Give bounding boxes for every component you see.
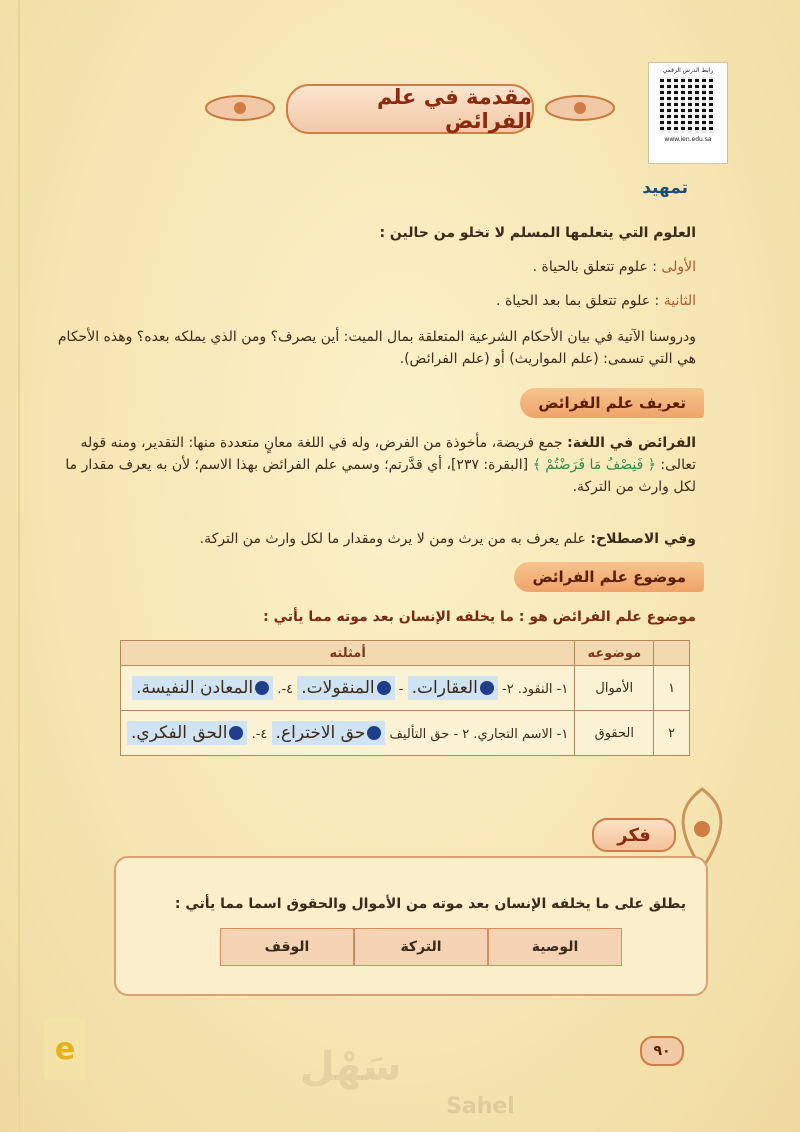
ornament-right-icon [540, 88, 620, 128]
intro-lead: العلوم التي يتعلمها المسلم لا تخلو من حالين : [379, 225, 696, 241]
def-heading: تعريف علم الفرائض [520, 388, 704, 418]
separator: ٤-. [277, 682, 294, 697]
highlighted-example[interactable]: المنقولات. [297, 676, 394, 700]
watermark-sub: Sahel [446, 1094, 515, 1119]
separator: - [398, 682, 404, 697]
qr-code-icon [660, 77, 716, 133]
table-header [654, 641, 690, 666]
second-label: الثانية [663, 293, 696, 309]
think-question: يطلق على ما يخلفه الإنسان بعد موته من الأموال والحقوق اسما مما يأتي : [174, 896, 686, 912]
audio-icon[interactable] [377, 681, 391, 695]
intro-heading: تمهيد [642, 178, 688, 198]
option-button[interactable]: الوقف [220, 928, 354, 966]
page-title: مقدمة في علم الفرائض [377, 85, 532, 133]
intro-paragraph: ودروسنا الآتية في بيان الأحكام الشرعية المتعلقة بمال الميت: أين يصرف؟ ومن الذي يملكه بعده؟ وهذه الأحكام هي التي تسمى: (علم المواريث) أو (علم الفرائض). [57, 329, 696, 367]
page-number: ٩٠ [640, 1036, 684, 1066]
intro-first [56, 256, 696, 278]
table-header: موضوعه [575, 641, 654, 666]
qr-url: www.ien.edu.sa [664, 136, 712, 143]
ayah-text: ﴿ فَنِصْفُ مَا فَرَضْتُمْ ﴾ [532, 457, 656, 473]
ornament-left-icon [200, 88, 280, 128]
highlighted-example[interactable]: المعادن النفيسة. [132, 676, 273, 700]
margin-line [18, 0, 20, 1132]
audio-icon[interactable] [480, 681, 494, 695]
table-header: أمثلته [121, 641, 575, 666]
highlighted-example[interactable]: العقارات. [408, 676, 498, 700]
highlighted-example[interactable]: الحق الفكري. [127, 721, 247, 745]
subject-table [120, 640, 690, 756]
publisher-logo-icon: e [44, 1018, 86, 1080]
qr-caption: رابط الدرس الرقمي [662, 67, 714, 74]
separator: ٤-. [251, 727, 268, 742]
row-examples [121, 666, 575, 711]
option-button[interactable]: التركة [354, 928, 488, 966]
def-lang [56, 432, 696, 498]
think-box [114, 856, 708, 996]
row-subject: الأموال [575, 666, 654, 711]
lang-text: جمع فريضة، مأخوذة من الفرض، وله في اللغة معانٍ متعددة منها: التقدير، ومنه قوله تعالى: [80, 435, 696, 473]
term-label: وفي الاصطلاح: [590, 531, 696, 547]
term-text: علم يعرف به من يرث ومن لا يرث ومقدار ما لكل وارث من التركة. [199, 531, 586, 547]
think-badge: فكر [592, 818, 676, 852]
title-banner [286, 84, 534, 134]
audio-icon[interactable] [229, 726, 243, 740]
row-examples [121, 711, 575, 756]
table-header-row [121, 641, 690, 666]
def-term [56, 528, 696, 550]
row-number: ٢ [654, 711, 690, 756]
first-label: الأولى [661, 259, 696, 275]
second-text: : علوم تتعلق بما بعد الحياة . [496, 293, 660, 309]
intro-second [56, 290, 696, 312]
subject-heading: موضوع علم الفرائض [514, 562, 704, 592]
option-button[interactable]: الوصية [488, 928, 622, 966]
lang-label: الفرائض في اللغة: [567, 435, 696, 451]
row-number: ١ [654, 666, 690, 711]
watermark: سَهْل [300, 1044, 402, 1090]
first-text: : علوم تتعلق بالحياة . [532, 259, 657, 275]
examples-plain: ١- الاسم التجاري. ٢ - حق التأليف [389, 727, 569, 742]
audio-icon[interactable] [367, 726, 381, 740]
table-row [121, 666, 690, 711]
qr-code-box[interactable] [648, 62, 728, 164]
subject-lead: موضوع علم الفرائض هو : ما يخلفه الإنسان بعد موته مما يأتي : [263, 609, 696, 625]
table-row [121, 711, 690, 756]
highlighted-example[interactable]: حق الاختراع. [272, 721, 386, 745]
row-subject: الحقوق [575, 711, 654, 756]
lang-text2: [البقرة: ٢٣٧]، أي قدَّرتم؛ وسمي علم الفرائض بهذا الاسم؛ لأن به يعرف مقدار ما لكل وارث من التركة. [65, 457, 696, 495]
examples-plain: ١- النقود. ٢- [501, 682, 569, 697]
audio-icon[interactable] [255, 681, 269, 695]
